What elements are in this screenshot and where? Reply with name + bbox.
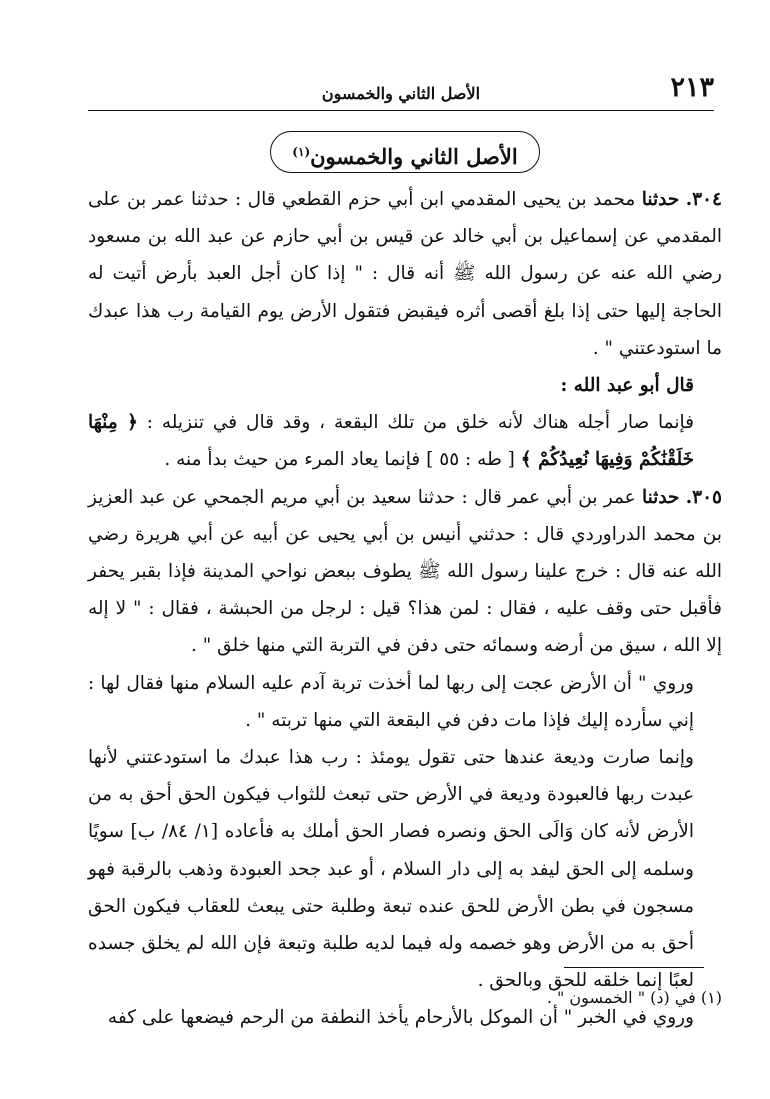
footnote: (١) في (د) " الخمسون " .	[546, 988, 722, 1007]
commentary-after: فإنما يعاد المرء من حيث بدأ منه .	[164, 449, 421, 471]
commentary-text: فإنما صار أجله هناك لأنه خلق من تلك البقعة ، وقد قال في تنزيله :	[146, 412, 694, 434]
hadith-text: محمد بن يحيى المقدمي ابن أبي حزم القطعي قال : حدثنا عمر بن على المقدمي عن إسماعيل بن أبي خالد عن قيس بن أبي حازم عن عبد الله بن مسعود رضي الله عنه عن رسول الله ﷺ أنه قال : " إذا كان أجل العبد بأرض أتيت له الحاجة إليها حتى إذا بلغ أقصى أثره فيقبض فتقول الأرض يوم القيامة رب هذا عبدك ما استودعتني " .	[88, 189, 722, 359]
hadith-text: عمر بن أبي عمر قال : حدثنا سعيد بن أبي مريم الجمحي عن عبد العزيز بن محمد الدراوردي قال : حدثني أنيس بن أبي يحيى عن أبيه عن أبي هريرة رضي الله عنه قال : خرج علينا رسول الله ﷺ يطوف ببعض نواحي المدينة فإذا بقبر يحفر فأقبل حتى وقف عليه ، فقال : لمن هذا؟ قيل : لرجل من الحبشة ، فقال : " لا إله إلا الله ، سيق من أرضه وسمائه حتى دفن في التربة التي منها خلق " .	[88, 486, 722, 657]
hadith-number: ٣٠٤.	[685, 189, 722, 210]
paragraph-3: وإنما صارت وديعة عندها حتى تقول يومئذ : رب هذا عبدك ما استودعتني لأنها عبدت ربها فالعبودة وديعة في الأرض حتى تبعث للثواب فيكون الحق أحق به من الأرض لأنه كان وَالَى الحق ونصره فصار الحق أملك به فأعاده [١/ ٨٤/ ب] سويًا وسلمه إلى الحق ليفد به إلى دار السلام ، أو عبد جحد العبودة وذهب بالرقبة فهو مسجون في بطن الأرض للحق عنده تبعة وطلبة حتى يبعث للعقاب فيكون الحق أحق به من الأرض وهو خصمه وله فيما لديه طلبة وتبعة فإن الله لم يخلق جسده لعبًا إنما خلقه للحق وبالحق .	[88, 747, 694, 992]
page-number: ٢١٣	[670, 72, 714, 103]
page-header	[88, 70, 714, 111]
haddathana: حدثنا	[641, 189, 680, 210]
hadith-number: ٣٠٥.	[685, 486, 722, 508]
hadith-304	[88, 181, 722, 367]
hadith-305	[88, 479, 722, 665]
quran-verse: ﴿ مِنْهَا خَلَقْنَٰكُمْ وَفِيهَا نُعِيدُكُمْ ﴾	[88, 412, 694, 471]
chapter-footnote-ref: (١)	[292, 145, 311, 159]
narration-2: وروي " أن الأرض عجت إلى ربها لما أخذت تربة آدم عليه السلام منها فقال لها : إني سأرده إليك فإذا مات دفن في البقعة التي منها تربته " .	[88, 672, 694, 731]
haddathana: حدثنا	[641, 486, 680, 508]
running-title: الأصل الثاني والخمسون	[321, 84, 481, 103]
footnote-divider	[564, 967, 704, 968]
chapter-title: الأصل الثاني والخمسون	[310, 144, 518, 169]
chapter-title-box	[270, 131, 540, 173]
commentary-1	[88, 404, 722, 478]
paragraph-4: وروي في الخبر " أن الموكل بالأرحام يأخذ النطفة من الرحم فيضعها على كفه	[107, 1007, 694, 1029]
verse-reference: [ طه : ٥٥ ]	[426, 449, 515, 471]
author-says: قال أبو عبد الله :	[560, 375, 694, 397]
body-text	[88, 181, 722, 1037]
